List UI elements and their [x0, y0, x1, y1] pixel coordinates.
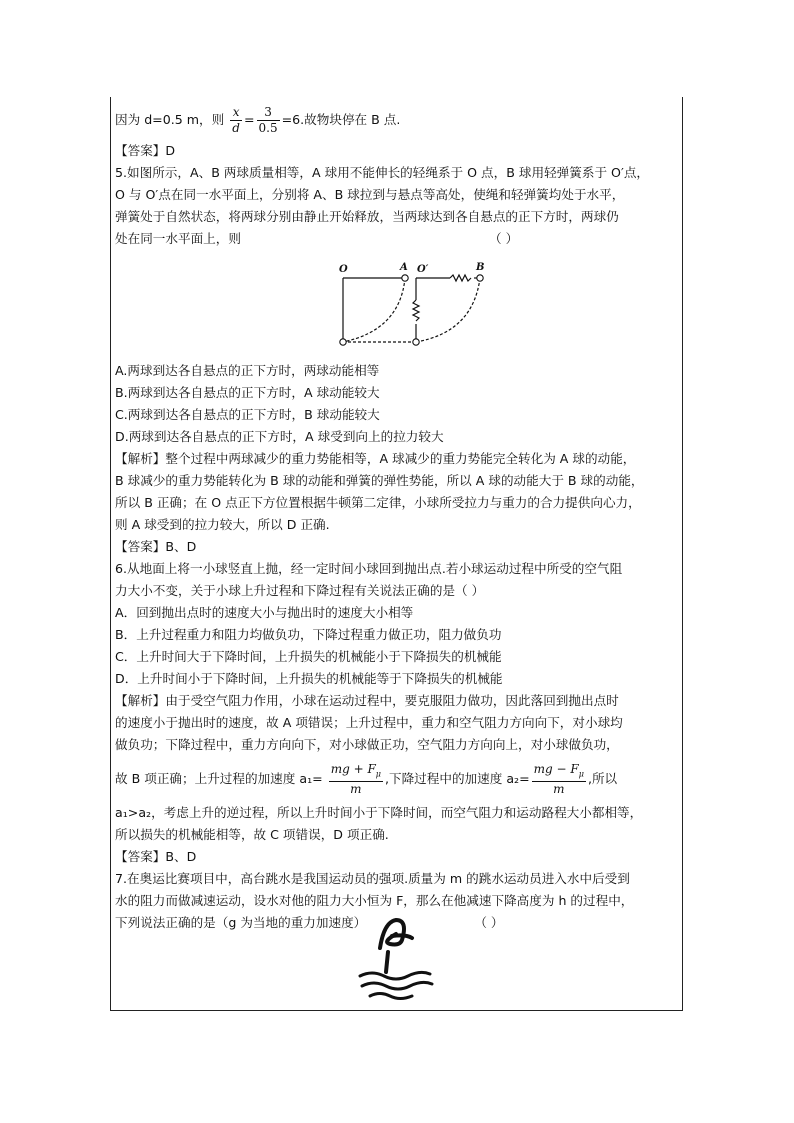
answer-blank: （ ） [474, 915, 504, 930]
figure-5 [115, 250, 680, 360]
fraction-upward-acceleration [329, 762, 383, 797]
text: ,所以 [587, 771, 618, 786]
text: 因为 d=0.5 m，则 [115, 112, 225, 127]
explanation-5-line-4: 则 A 球受到的拉力较大，所以 D 正确. [115, 517, 330, 532]
question-6-line-2: 力大小不变，关于小球上升过程和下降过程有关说法正确的是（ ） [115, 583, 485, 598]
answer-5: 【答案】B、D [115, 539, 197, 554]
text: 下列说法正确的是（g 为当地的重力加速度） [115, 915, 367, 930]
question-5-line-2: O 与 O′点在同一水平面上，分别将 A、B 球拉到与悬点等高处，使绳和轻弹簧均处于水平， [115, 187, 625, 202]
line-conclusion [115, 100, 680, 140]
label-b: B [476, 262, 485, 273]
equals: = [243, 112, 255, 127]
question-5-line-3: 弹簧处于自然状态，将两球分别由静止开始释放，当两球达到各自悬点的正下方时，两球仍 [115, 209, 619, 224]
label-o-prime: O′ [417, 264, 429, 275]
text: 故 B 项正确；上升过程的加速度 a₁= [115, 771, 323, 786]
explanation-6-line-1: 【解析】由于受空气阻力作用，小球在运动过程中，要克服阻力做功，因此落回到抛出点时 [115, 693, 619, 708]
option-5d: D.两球到达各自悬点的正下方时，A 球受到向上的拉力较大 [115, 429, 444, 444]
option-6a: A．回到抛出点时的速度大小与抛出时的速度大小相等 [115, 605, 414, 620]
fraction-x-over-d [230, 105, 242, 136]
label-o: O [339, 264, 348, 275]
denominator: m [350, 782, 362, 797]
explanation-6-line-4 [115, 756, 680, 802]
fraction-3-over-05 [257, 105, 280, 136]
option-6c: C．上升时间大于下降时间，上升损失的机械能小于下降损失的机械能 [115, 649, 502, 664]
option-6b: B．上升过程重力和阻力均做负功，下降过程重力做正功，阻力做负功 [115, 627, 502, 642]
question-5-line-4 [115, 228, 680, 250]
numerator [532, 762, 586, 782]
answer-6: 【答案】B、D [115, 849, 197, 864]
option-5b: B.两球到达各自悬点的正下方时，A 球动能较大 [115, 385, 380, 400]
numerator: x [230, 105, 242, 121]
ball-b-start [477, 275, 483, 281]
option-6d: D．上升时间小于下降时间，上升损失的机械能等于下降损失的机械能 [115, 671, 503, 686]
explanation-6-line-3: 做负功；下降过程中，重力方向向下，对小球做正功，空气阻力方向向上，对小球做负功， [115, 737, 619, 752]
explanation-5-line-2: B 球减少的重力势能转化为 B 球的动能和弹簧的弹性势能，所以 A 球的动能大于 B 球的动能， [115, 473, 644, 488]
numerator: 3 [257, 105, 280, 121]
denominator: 0.5 [258, 121, 278, 135]
text: 处在同一水平面上，则 [115, 231, 241, 246]
text: ,下降过程中的加速度 a₂= [384, 771, 530, 786]
explanation-5-line-1: 【解析】整个过程中两球减少的重力势能相等，A 球减少的重力势能完全转化为 A 球的动能， [115, 451, 636, 466]
explanation-5-line-3: 所以 B 正确；在 O 点正下方位置根据牛顿第二定律，小球所受拉力与重力的合力提供向心力， [115, 495, 641, 510]
question-7-line-2: 水的阻力而做减速运动，设水对他的阻力大小恒为 F，那么在他减速下降高度为 h 的过程中， [115, 893, 634, 908]
numerator-text: mg + F [330, 761, 376, 776]
numerator-text: mg − F [533, 761, 579, 776]
explanation-6-line-6: 所以损失的机械能相等，故 C 项错误，D 项正确. [115, 827, 389, 842]
document-body [115, 100, 680, 934]
subscript-mu: μ [375, 769, 381, 779]
ball-a-bottom [340, 339, 346, 345]
explanation-6-line-5: a₁>a₂，考虑上升的逆过程，所以上升时间小于下降时间，而空气阻力和运动路程大小都相等， [115, 805, 643, 820]
option-5c: C.两球到达各自悬点的正下方时，B 球动能较大 [115, 407, 380, 422]
numerator [329, 762, 383, 782]
option-5a: A.两球到达各自悬点的正下方时，两球动能相等 [115, 363, 380, 378]
explanation-6-line-2: 的速度小于抛出时的速度，故 A 项错误；上升过程中，重力和空气阻力方向向下，对小球均 [115, 715, 623, 730]
denominator: m [553, 782, 565, 797]
ball-b-bottom [413, 339, 419, 345]
denominator: d [232, 121, 240, 135]
label-a: A [400, 262, 408, 273]
question-5-line-1: 5.如图所示，A、B 两球质量相等，A 球用不能伸长的轻绳系于 O 点，B 球用轻弹簧系于 O′点， [115, 165, 650, 180]
pendulum-spring-diagram [115, 250, 680, 360]
question-7-line-1: 7.在奥运比赛项目中，高台跳水是我国运动员的强项.质量为 m 的跳水运动员进入水中后受到 [115, 871, 630, 886]
fraction-downward-acceleration [532, 762, 586, 797]
answer-blank: （ ） [488, 231, 519, 246]
answer-4: 【答案】D [115, 143, 176, 158]
diver-entering-water-figure [350, 912, 440, 1004]
question-6-line-1: 6.从地面上将一小球竖直上抛，经一定时间小球回到抛出点.若小球运动过程中所受的空气阻 [115, 561, 623, 576]
ball-a-start [402, 275, 408, 281]
subscript-mu: μ [578, 769, 584, 779]
text: =6.故物块停在 B 点. [281, 112, 401, 127]
